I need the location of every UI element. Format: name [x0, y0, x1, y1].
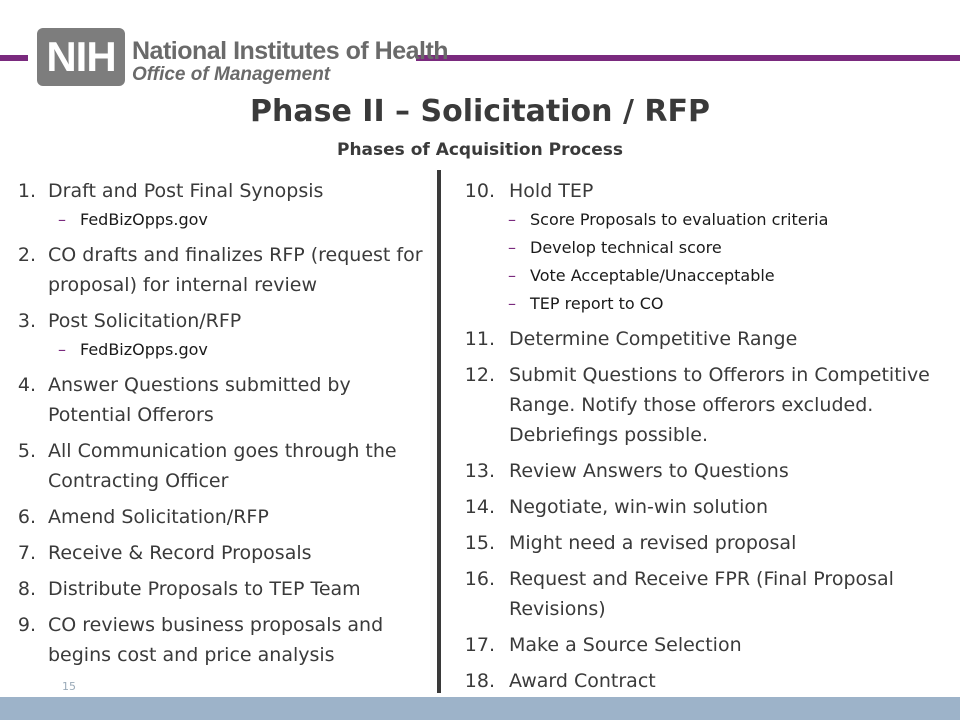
sub-item-text: TEP report to CO: [530, 294, 664, 313]
dash-bullet: –: [508, 294, 516, 313]
step-item: [0, 306, 430, 364]
sub-list: [0, 336, 430, 364]
sub-item: [450, 290, 955, 318]
header-rule-left: [0, 55, 28, 61]
dash-bullet: –: [508, 238, 516, 257]
step-number: 11.: [464, 328, 495, 350]
step-row: [450, 360, 955, 450]
step-item: [450, 360, 955, 450]
step-row: [0, 610, 430, 670]
step-number: 7.: [17, 542, 36, 564]
step-text: Draft and Post Final Synopsis: [48, 180, 324, 202]
step-item: [0, 436, 430, 496]
step-text: Hold TEP: [509, 180, 594, 202]
step-number: 16.: [464, 568, 495, 590]
step-text: Determine Competitive Range: [509, 328, 798, 350]
step-number: 6.: [17, 506, 36, 528]
step-row: [450, 630, 955, 660]
step-item: [0, 240, 430, 300]
step-row: [450, 324, 955, 354]
step-row: [0, 574, 430, 604]
step-text: Request and Receive FPR (Final Proposal Revisions): [509, 568, 894, 620]
sub-item: [450, 234, 955, 262]
step-item: [0, 538, 430, 568]
nih-logo: [37, 28, 125, 86]
step-text: Answer Questions submitted by Potential Offerors: [48, 374, 351, 426]
step-row: [0, 502, 430, 532]
sub-item-text: Score Proposals to evaluation criteria: [530, 210, 829, 229]
step-text: Post Solicitation/RFP: [48, 310, 242, 332]
org-name-block: [132, 38, 448, 86]
header-rule-right: [416, 55, 960, 61]
step-number: 3.: [17, 310, 36, 332]
right-step-list: [450, 176, 955, 702]
step-number: 4.: [17, 374, 36, 396]
sub-list: [0, 206, 430, 234]
step-text: Negotiate, win-win solution: [509, 496, 769, 518]
step-number: 17.: [464, 634, 495, 656]
dash-bullet: –: [58, 340, 66, 359]
step-text: Submit Questions to Offerors in Competitive Range. Notify those offerors excluded. Debriefings possible.: [509, 364, 930, 446]
step-row: [450, 528, 955, 558]
step-text: Award Contract: [509, 670, 656, 692]
step-number: 1.: [17, 180, 36, 202]
step-number: 9.: [17, 614, 36, 636]
step-item: [0, 176, 430, 234]
sub-item: [0, 206, 430, 234]
step-number: 8.: [17, 578, 36, 600]
sub-item-text: Vote Acceptable/Unacceptable: [530, 266, 775, 285]
step-number: 2.: [17, 244, 36, 266]
step-item: [450, 630, 955, 660]
left-step-list: [0, 176, 430, 676]
step-item: [450, 456, 955, 486]
step-text: All Communication goes through the Contracting Officer: [48, 440, 397, 492]
step-row: [450, 492, 955, 522]
step-text: Make a Source Selection: [509, 634, 742, 656]
step-number: 14.: [464, 496, 495, 518]
step-item: [450, 528, 955, 558]
sub-list: [450, 206, 955, 318]
step-text: CO reviews business proposals and begins cost and price analysis: [48, 614, 384, 666]
step-item: [450, 324, 955, 354]
sub-item: [450, 262, 955, 290]
step-item: [450, 564, 955, 624]
footer-bar: [0, 697, 960, 720]
step-number: 13.: [464, 460, 495, 482]
step-row: [0, 306, 430, 336]
slide-title: Phase II – Solicitation / RFP: [250, 94, 710, 129]
step-text: CO drafts and finalizes RFP (request for proposal) for internal review: [48, 244, 423, 296]
dash-bullet: –: [508, 266, 516, 285]
step-item: [450, 666, 955, 696]
step-number: 15.: [464, 532, 495, 554]
step-number: 12.: [464, 364, 495, 386]
column-divider: [437, 170, 441, 693]
step-text: Might need a revised proposal: [509, 532, 797, 554]
step-row: [0, 538, 430, 568]
sub-item: [450, 206, 955, 234]
step-item: [0, 502, 430, 532]
step-number: 10.: [464, 180, 495, 202]
step-number: 18.: [464, 670, 495, 692]
step-row: [450, 456, 955, 486]
step-row: [0, 370, 430, 430]
dash-bullet: –: [58, 210, 66, 229]
step-row: [450, 666, 955, 696]
nih-logo-text: NIH: [46, 33, 116, 80]
step-row: [0, 176, 430, 206]
org-name: National Institutes of Health: [132, 37, 449, 65]
dash-bullet: –: [508, 210, 516, 229]
step-text: Review Answers to Questions: [509, 460, 789, 482]
step-row: [0, 240, 430, 300]
sub-item-text: FedBizOpps.gov: [80, 340, 208, 359]
org-unit: Office of Management: [132, 64, 331, 85]
step-item: [450, 176, 955, 318]
step-row: [450, 564, 955, 624]
step-number: 5.: [17, 440, 36, 462]
step-row: [0, 436, 430, 496]
step-text: Distribute Proposals to TEP Team: [48, 578, 361, 600]
sub-item-text: Develop technical score: [530, 238, 722, 257]
step-item: [450, 492, 955, 522]
step-text: Receive & Record Proposals: [48, 542, 312, 564]
step-row: [450, 176, 955, 206]
step-item: [0, 370, 430, 430]
sub-item-text: FedBizOpps.gov: [80, 210, 208, 229]
page-number: 15: [62, 680, 76, 693]
slide-subtitle: Phases of Acquisition Process: [336, 140, 623, 160]
step-text: Amend Solicitation/RFP: [48, 506, 269, 528]
sub-item: [0, 336, 430, 364]
step-item: [0, 574, 430, 604]
step-item: [0, 610, 430, 670]
